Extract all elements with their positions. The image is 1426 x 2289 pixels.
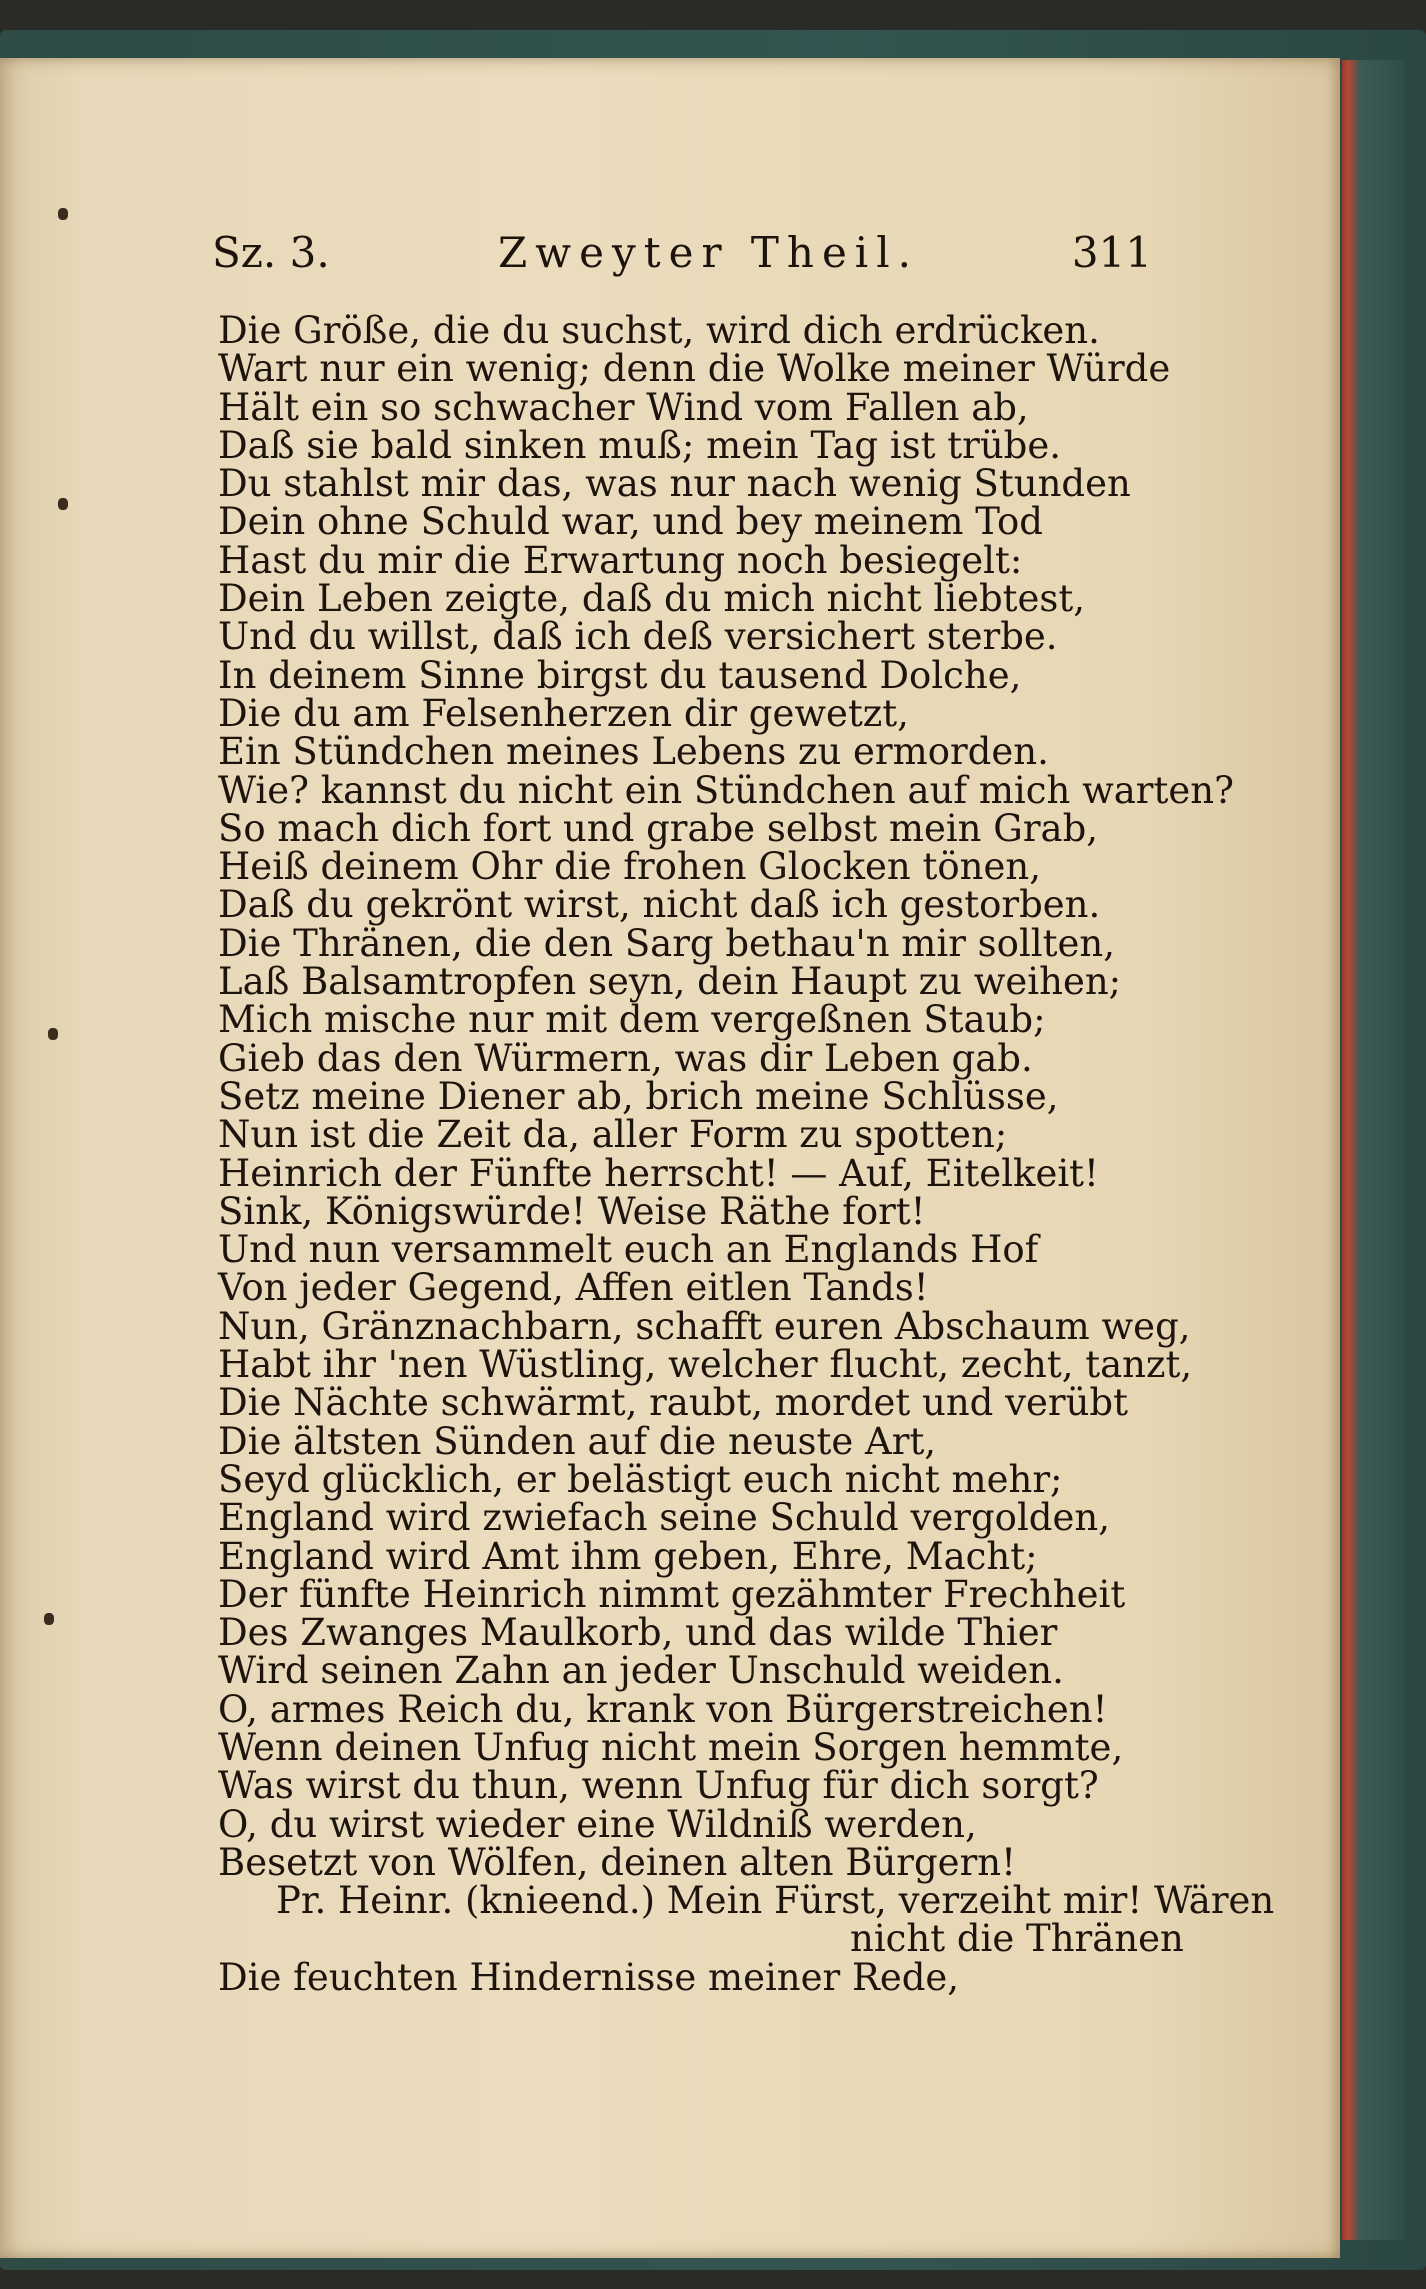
verse-line: So mach dich fort und grabe selbst mein Grab, — [218, 806, 1099, 850]
running-header — [212, 228, 1152, 288]
verse-line: Du stahlst mir das, was nur nach wenig Stunden — [218, 462, 1131, 506]
verse-line: Dein Leben zeigte, daß du mich nicht liebtest, — [218, 577, 1086, 621]
verse-text — [218, 309, 1275, 1999]
verse-line: Sink, Königswürde! Weise Räthe fort! — [218, 1189, 926, 1233]
verse-line: Wart nur ein wenig; denn die Wolke meiner Würde — [218, 347, 1171, 391]
verse-line: Habt ihr 'nen Wüstling, welcher flucht, zecht, tanzt, — [218, 1343, 1193, 1387]
verse-line: Wird seinen Zahn an jeder Unschuld weiden. — [218, 1649, 1064, 1693]
verse-line: Ein Stündchen meines Lebens zu ermorden. — [218, 730, 1049, 774]
cover-edge — [1342, 60, 1404, 2240]
gutter-mark — [58, 208, 68, 220]
verse-line: Gieb das den Würmern, was dir Leben gab. — [218, 1036, 1033, 1080]
verse-line: England wird zwiefach seine Schuld vergolden, — [218, 1496, 1110, 1540]
verse-line: Setz meine Diener ab, brich meine Schlüsse, — [218, 1074, 1059, 1118]
verse-line: Mich mische nur mit dem vergeßnen Staub; — [218, 998, 1046, 1042]
verse-line: England wird Amt ihm geben, Ehre, Macht; — [218, 1534, 1038, 1578]
verse-line: O, armes Reich du, krank von Bürgerstreichen! — [218, 1687, 1108, 1731]
verse-line: Die Thränen, die den Sarg bethau'n mir sollten, — [218, 921, 1115, 965]
verse-line: Hält ein so schwacher Wind vom Fallen ab, — [218, 385, 1029, 429]
gutter-mark — [48, 1028, 58, 1040]
verse-line: Die du am Felsenherzen dir gewetzt, — [218, 691, 909, 735]
verse-line: In deinem Sinne birgst du tausend Dolche, — [218, 653, 1022, 697]
verse-line: Was wirst du thun, wenn Unfug für dich sorgt? — [218, 1764, 1099, 1808]
verse-line: Seyd glücklich, er belästigt euch nicht mehr; — [218, 1457, 1063, 1501]
verse-line: Die Größe, die du suchst, wird dich erdrücken. — [218, 309, 1100, 352]
verse-line: Wenn deinen Unfug nicht mein Sorgen hemmte, — [218, 1725, 1124, 1769]
verse-line: Nun ist die Zeit da, aller Form zu spotten; — [218, 1113, 1008, 1157]
verse-line: Des Zwanges Maulkorb, und das wilde Thier — [218, 1611, 1058, 1655]
verse-line: Hast du mir die Erwartung noch besiegelt: — [218, 538, 1023, 582]
part-title: Zweyter Theil. — [498, 228, 920, 277]
verse-line: Heinrich der Fünfte herrscht! — Auf, Eitelkeit! — [218, 1151, 1099, 1195]
verse-line: Von jeder Gegend, Affen eitlen Tands! — [218, 1266, 929, 1310]
gutter-mark — [58, 498, 68, 510]
gutter-mark — [44, 1613, 54, 1625]
verse-line: Heiß deinem Ohr die frohen Glocken tönen, — [218, 845, 1041, 889]
verse-line: Der fünfte Heinrich nimmt gezähmter Frechheit — [218, 1572, 1126, 1616]
verse-line: Und du willst, daß ich deß versichert sterbe. — [218, 615, 1058, 659]
verse-line: Die feuchten Hindernisse meiner Rede, — [218, 1955, 960, 1999]
verse-line: Die Nächte schwärmt, raubt, mordet und verübt — [218, 1381, 1128, 1425]
verse-line: Laß Balsamtropfen seyn, dein Haupt zu weihen; — [218, 960, 1122, 1004]
verse-line: Dein ohne Schuld war, und bey meinem Tod — [218, 500, 1043, 544]
verse-line: Nun, Gränznachbarn, schafft euren Abschaum weg, — [218, 1304, 1191, 1348]
verse-line: Besetzt von Wölfen, deinen alten Bürgern! — [218, 1840, 1016, 1884]
page-number: 311 — [1071, 228, 1152, 277]
scene-label: Sz. 3. — [212, 228, 330, 277]
verse-line: Und nun versammelt euch an Englands Hof — [218, 1228, 1039, 1272]
verse-line: Wie? kannst du nicht ein Stündchen auf mich warten? — [218, 768, 1234, 812]
verse-line: O, du wirst wieder eine Wildniß werden, — [218, 1802, 977, 1846]
verse-line: Daß du gekrönt wirst, nicht daß ich gestorben. — [218, 883, 1101, 927]
speaker-line: Pr. Heinr. (knieend.) Mein Fürst, verzeiht mir! Wären — [276, 1879, 1275, 1923]
verse-line: Die ältsten Sünden auf die neuste Art, — [218, 1419, 937, 1463]
verse-line: Daß sie bald sinken muß; mein Tag ist trübe. — [218, 423, 1062, 467]
continuation-line: nicht die Thränen — [850, 1917, 1184, 1961]
